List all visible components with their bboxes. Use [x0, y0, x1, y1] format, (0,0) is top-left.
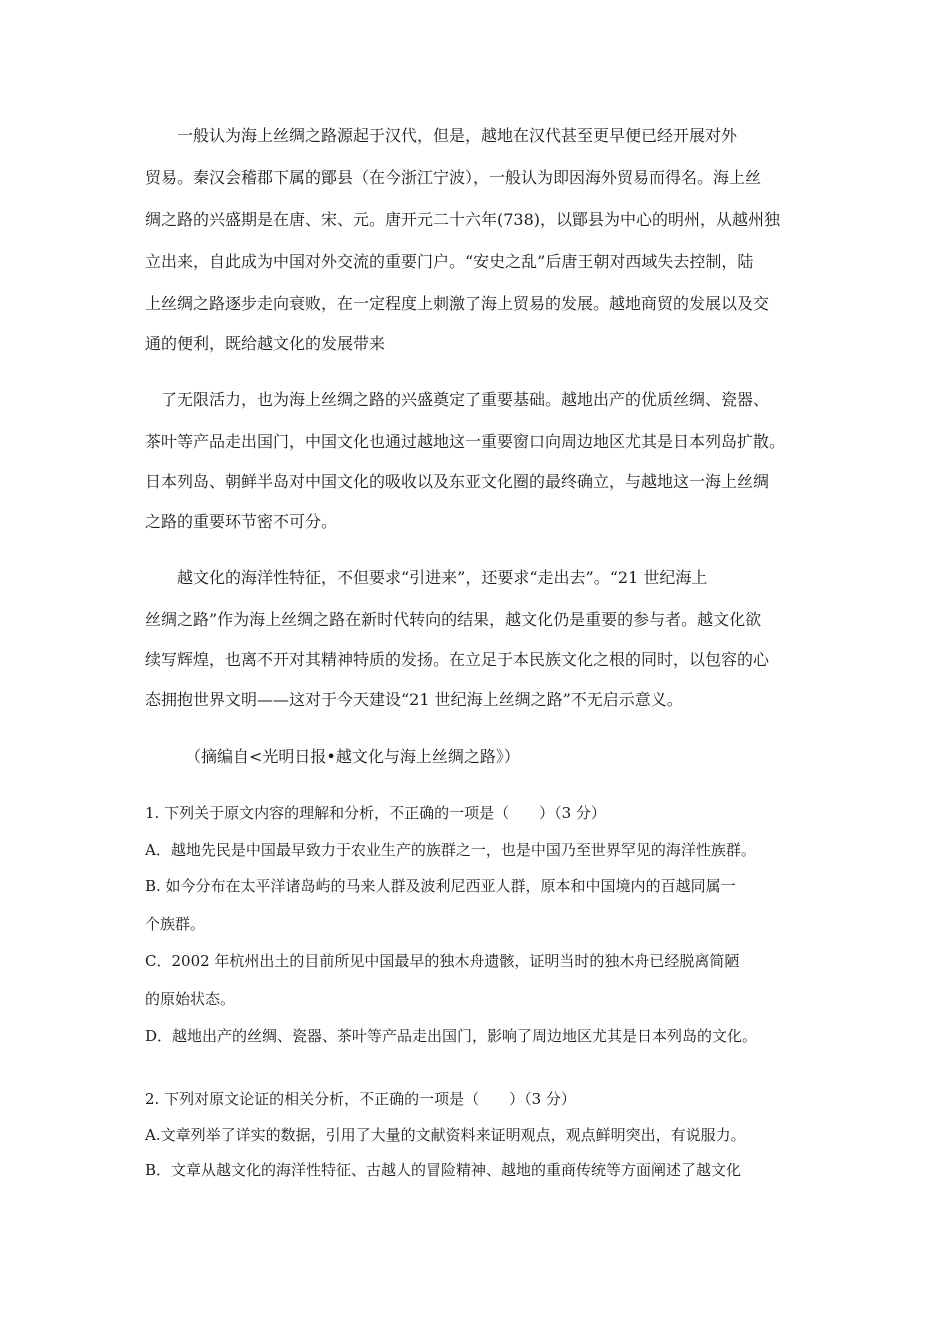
source-citation: （摘编自<光明日报•越文化与海上丝绸之路》） — [145, 747, 520, 766]
question-1-option-c-cont: 的原始状态。 — [145, 990, 236, 1008]
question-1-option-a: A．越地先民是中国最早致力于农业生产的族群之一，也是中国乃至世界罕见的海洋性族群。 — [145, 841, 756, 859]
passage-line: 态拥抱世界文明——这对于今天建设“21 世纪海上丝绸之路”不无启示意义。 — [145, 690, 683, 709]
passage-line: 日本列岛、朝鲜半岛对中国文化的吸收以及东亚文化圈的最终确立，与越地这一海上丝绸 — [145, 472, 770, 491]
passage-line: 一般认为海上丝绸之路源起于汉代，但是，越地在汉代甚至更早便已经开展对外 — [145, 126, 738, 145]
passage-line: 绸之路的兴盛期是在唐、宋、元。唐开元二十六年(738)，以鄮县为中心的明州，从越州独 — [145, 210, 781, 229]
passage-line: 立出来，自此成为中国对外交流的重要门户。“安史之乱”后唐王朝对西域失去控制，陆 — [145, 252, 754, 271]
passage-line: 了无限活力，也为海上丝绸之路的兴盛奠定了重要基础。越地出产的优质丝绸、瓷器、 — [145, 390, 770, 409]
passage-line: 上丝绸之路逐步走向衰败，在一定程度上刺激了海上贸易的发展。越地商贸的发展以及交 — [145, 294, 770, 313]
passage-line: 通的便利，既给越文化的发展带来 — [145, 334, 386, 353]
question-1-option-b-cont: 个族群。 — [145, 915, 206, 933]
question-1-option-c: C．2002 年杭州出土的目前所见中国最早的独木舟遗骸，证明当时的独木舟已经脱离简陋 — [145, 952, 740, 970]
passage-line: 续写辉煌，也离不开对其精神特质的发扬。在立足于本民族文化之根的同时，以包容的心 — [145, 650, 770, 669]
passage-line: 之路的重要环节密不可分。 — [145, 512, 338, 531]
question-2-option-b: B．文章从越文化的海洋性特征、古越人的冒险精神、越地的重商传统等方面阐述了越文化 — [145, 1161, 742, 1179]
question-1-stem: 1. 下列关于原文内容的理解和分析，不正确的一项是（ ）（3 分） — [145, 804, 606, 822]
passage-line: 茶叶等产品走出国门，中国文化也通过越地这一重要窗口向周边地区尤其是日本列岛扩散。 — [145, 432, 786, 451]
passage-line: 丝绸之路”作为海上丝绸之路在新时代转向的结果，越文化仍是重要的参与者。越文化欲 — [145, 610, 762, 629]
question-2-option-a: A.文章列举了详实的数据，引用了大量的文献资料来证明观点，观点鲜明突出，有说服力。 — [145, 1126, 746, 1144]
question-1-option-d: D．越地出产的丝绸、瓷器、茶叶等产品走出国门，影响了周边地区尤其是日本列岛的文化。 — [145, 1027, 758, 1045]
question-2-stem: 2. 下列对原文论证的相关分析，不正确的一项是（ ）（3 分） — [145, 1090, 576, 1108]
passage-line: 贸易。秦汉会稽郡下属的鄮县（在今浙江宁波），一般认为即因海外贸易而得名。海上丝 — [145, 168, 762, 187]
passage-line: 越文化的海洋性特征，不但要求“引进来”，还要求“走出去”。“21 世纪海上 — [145, 568, 708, 587]
question-1-option-b: B. 如今分布在太平洋诸岛屿的马来人群及波利尼西亚人群，原本和中国境内的百越同属一 — [145, 877, 736, 895]
